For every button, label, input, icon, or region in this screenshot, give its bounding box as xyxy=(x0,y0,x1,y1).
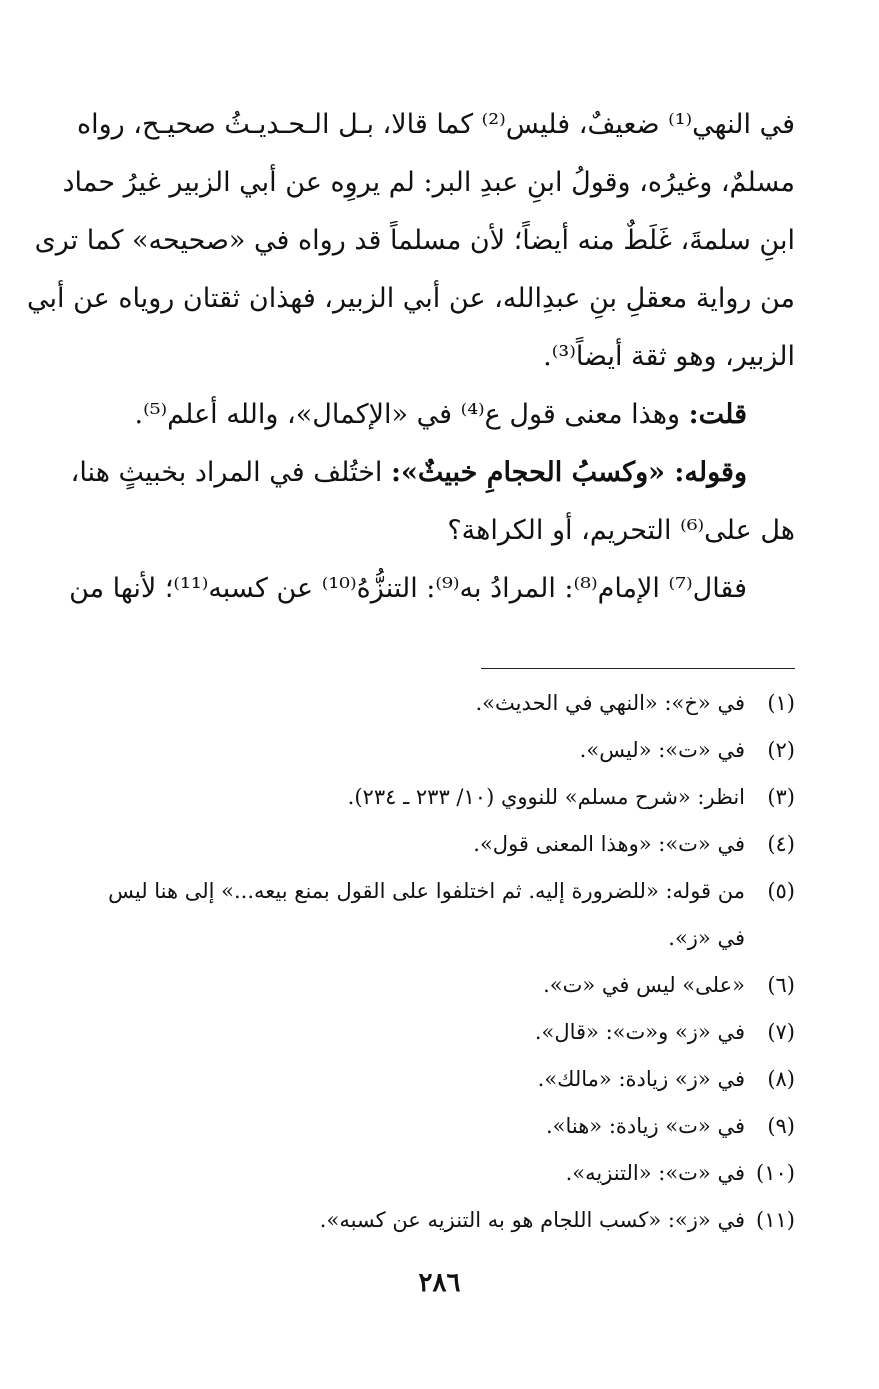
footnote-text: في «ز»: «كسب اللجام هو به التنزيه عن كسبه». xyxy=(319,1208,745,1232)
page-number: ٢٨٦ xyxy=(418,1268,461,1298)
footnote xyxy=(83,1056,795,1103)
footnotes xyxy=(83,680,795,1244)
text-line: هل على⁽⁶⁾ التحريم، أو الكراهة؟ xyxy=(447,515,795,546)
footnote-text: في «ز» و«ت»: «قال». xyxy=(534,1020,745,1044)
paragraph-2-text: وهذا معنى قول ع⁽⁴⁾ في «الإكمال»، والله أعلم⁽⁵⁾. xyxy=(134,399,689,430)
paragraph-4 xyxy=(69,560,795,618)
footnote xyxy=(83,1150,795,1197)
footnote xyxy=(83,680,795,727)
paragraph-3 xyxy=(70,444,795,560)
footnote-divider xyxy=(481,668,795,669)
footnote-number: (٩) xyxy=(767,1114,795,1138)
hadith-quote-lead: وقوله: «وكسبُ الحجامِ خبيثٌ»: xyxy=(391,457,747,488)
footnote xyxy=(83,774,795,821)
footnote xyxy=(83,1009,795,1056)
footnote-text: في «ت»: «التنزيه». xyxy=(565,1161,745,1185)
paragraph-1 xyxy=(27,96,795,386)
footnote-number: (١) xyxy=(767,691,795,715)
footnote-number: (١٠) xyxy=(756,1161,795,1185)
footnote-number: (٦) xyxy=(767,973,795,997)
footnote-number: (٣) xyxy=(767,785,795,809)
text-line: مسلمٌ، وغيرُه، وقولُ ابنِ عبدِ البر: لم يروِه عن أبي الزبير غيرُ حماد xyxy=(62,167,795,198)
text-line: فقال⁽⁷⁾ الإمام⁽⁸⁾: المرادُ به⁽⁹⁾: التنزُّهُ⁽¹⁰⁾ عن كسبه⁽¹¹⁾؛ لأنها من xyxy=(69,573,747,604)
footnote-number: (٧) xyxy=(767,1020,795,1044)
footnote xyxy=(83,1197,795,1244)
footnote-text: في «خ»: «النهي في الحديث». xyxy=(475,691,745,715)
paragraph-3-text: اختُلف في المراد بخبيثٍ هنا، xyxy=(70,457,391,488)
footnote-number: (٤) xyxy=(767,832,795,856)
footnote-text: «على» ليس في «ت». xyxy=(543,973,745,997)
text-line xyxy=(70,444,795,502)
footnote-text: في «ت» زيادة: «هنا». xyxy=(545,1114,745,1138)
footnote xyxy=(83,821,795,868)
main-text xyxy=(27,96,795,618)
footnote-text: في «ز» زيادة: «مالك». xyxy=(537,1067,745,1091)
paragraph-2 xyxy=(83,386,795,444)
footnote xyxy=(83,962,795,1009)
footnote-number: (٥) xyxy=(767,879,795,903)
footnote xyxy=(83,868,795,962)
footnote xyxy=(83,1103,795,1150)
footnote-text: في «ت»: «ليس». xyxy=(579,738,745,762)
footnote-number: (٨) xyxy=(767,1067,795,1091)
qultu-lead: قلت: xyxy=(688,399,747,430)
text-line xyxy=(83,386,795,444)
text-line: في النهي⁽¹⁾ ضعيفٌ، فليس⁽²⁾ كما قالا، بـل الـحـديـثُ صحيـح، رواه xyxy=(76,109,795,140)
footnote-text: انظر: «شرح مسلم» للنووي (١٠/ ٢٣٣ ـ ٢٣٤). xyxy=(347,785,745,809)
footnote-text: من قوله: «للضرورة إليه. ثم اختلفوا على القول بمنع بيعه...» إلى هنا ليس في «ز». xyxy=(108,879,745,950)
footnote-number: (١١) xyxy=(756,1208,795,1232)
footnote-text: في «ت»: «وهذا المعنى قول». xyxy=(473,832,745,856)
footnote-number: (٢) xyxy=(767,738,795,762)
text-line: من رواية معقلِ بنِ عبدِالله، عن أبي الزبير، فهذان ثقتان روياه عن أبي xyxy=(27,283,795,314)
text-line: ابنِ سلمةَ، غَلَطٌ منه أيضاً؛ لأن مسلماً قد رواه في «صحيحه» كما ترى xyxy=(34,225,795,256)
footnote xyxy=(83,727,795,774)
text-line: الزبير، وهو ثقة أيضاً⁽³⁾. xyxy=(543,341,795,372)
